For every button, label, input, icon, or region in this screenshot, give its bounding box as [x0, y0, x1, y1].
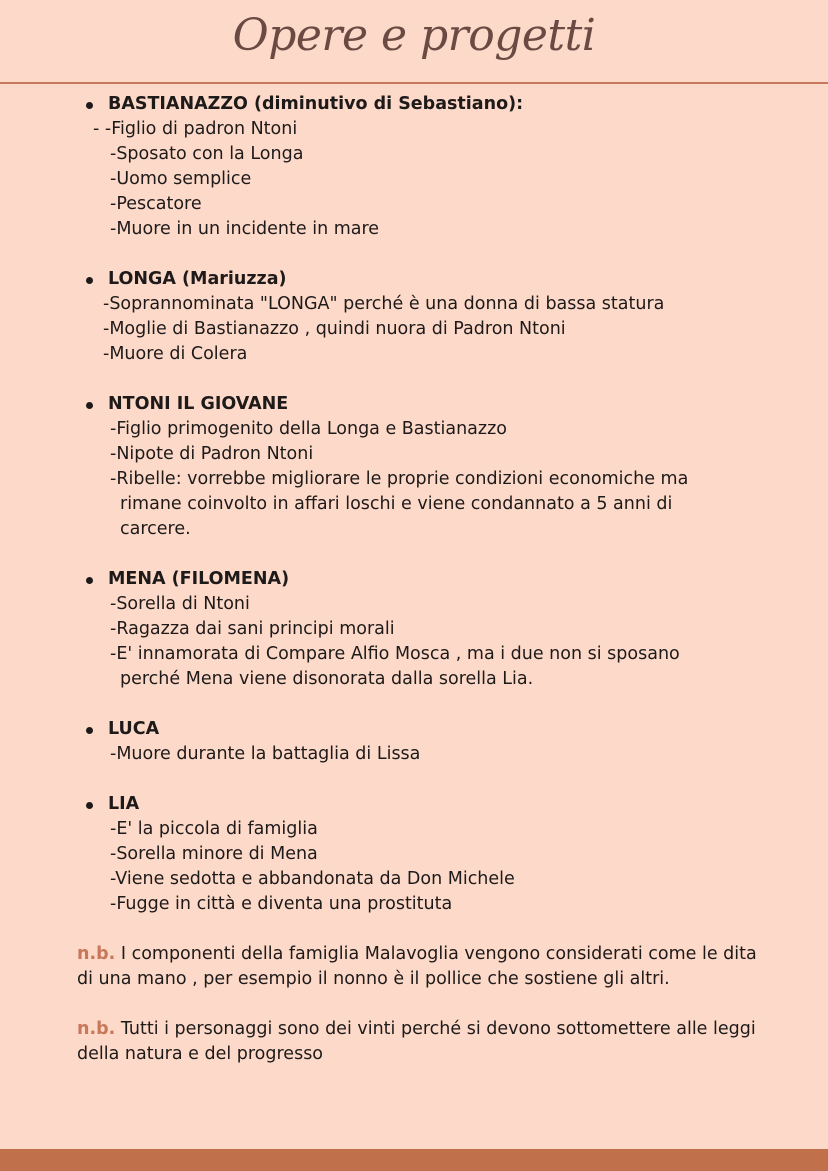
heading-name: BASTIANAZZO [108, 94, 248, 114]
bullet-icon [86, 727, 93, 734]
list-item: -Muore di Colera [103, 344, 248, 364]
list-item: -Sorella di Ntoni [110, 594, 250, 614]
list-item: -Viene sedotta e abbandonata da Don Michele [110, 869, 515, 889]
note-label: n.b. [77, 944, 116, 964]
section-heading [0, 267, 828, 292]
section-heading [0, 92, 828, 117]
heading-suffix: (diminutivo di Sebastiano): [247, 94, 524, 114]
section-heading [0, 567, 828, 592]
list-item: -Figlio primogenito della Longa e Bastianazzo [110, 419, 507, 439]
list-item-continuation: carcere. [120, 519, 191, 539]
list-item: -Ragazza dai sani principi morali [110, 619, 395, 639]
list-item: -Muore in un incidente in mare [110, 219, 380, 239]
list-item: -E' innamorata di Compare Alfio Mosca , ma i due non si sposano [110, 644, 680, 664]
list-item: -Uomo semplice [110, 169, 252, 189]
section-mena [0, 567, 828, 692]
bullet-icon [86, 102, 93, 109]
bullet-icon [86, 577, 93, 584]
document-body [0, 92, 828, 1092]
list-item: -Moglie di Bastianazzo , quindi nuora di Padron Ntoni [103, 319, 566, 339]
list-item: -Soprannominata "LONGA" perché è una donna di bassa statura [103, 294, 665, 314]
heading-name: LONGA [108, 269, 176, 289]
section-heading [0, 392, 828, 417]
bullet-icon [86, 277, 93, 284]
note-label: n.b. [77, 1019, 116, 1039]
section-ntoni [0, 392, 828, 542]
list-item: -Ribelle: vorrebbe migliorare le proprie condizioni economiche ma [110, 469, 689, 489]
section-bastianazzo [0, 92, 828, 242]
section-lia [0, 792, 828, 917]
list-item-continuation: rimane coinvolto in affari loschi e viene condannato a 5 anni di [120, 494, 673, 514]
bullet-icon [86, 402, 93, 409]
list-item: -Fugge in città e diventa una prostituta [110, 894, 453, 914]
list-item: -E' la piccola di famiglia [110, 819, 318, 839]
section-heading [0, 792, 828, 817]
note-text: I componenti della famiglia Malavoglia vengono considerati come le dita di una mano , per esempio il nonno è il pollice che sostiene gli altri. [77, 944, 757, 989]
heading-suffix: (Mariuzza) [175, 269, 287, 289]
section-luca [0, 717, 828, 767]
note-text: Tutti i personaggi sono dei vinti perché si devono sottomettere alle leggi della natura e del progresso [77, 1019, 756, 1064]
list-item: -Sorella minore di Mena [110, 844, 318, 864]
heading-name: NTONI IL GIOVANE [108, 394, 289, 414]
section-longa [0, 267, 828, 367]
list-item: -Sposato con la Longa [110, 144, 304, 164]
list-item: -Pescatore [110, 194, 202, 214]
page-title: Opere e progetti [232, 10, 596, 61]
heading-name: LIA [108, 794, 140, 814]
list-item: -Nipote di Padron Ntoni [110, 444, 314, 464]
title-divider [0, 82, 828, 84]
bullet-icon [86, 802, 93, 809]
heading-name: MENA (FILOMENA) [108, 569, 290, 589]
list-item: -Muore durante la battaglia di Lissa [110, 744, 421, 764]
note-paragraph [0, 942, 828, 992]
footer-bar [0, 1149, 828, 1171]
list-item-continuation: perché Mena viene disonorata dalla sorella Lia. [120, 669, 534, 689]
note-paragraph [0, 1017, 828, 1067]
list-item: - -Figlio di padron Ntoni [93, 119, 298, 139]
heading-name: LUCA [108, 719, 160, 739]
section-heading [0, 717, 828, 742]
